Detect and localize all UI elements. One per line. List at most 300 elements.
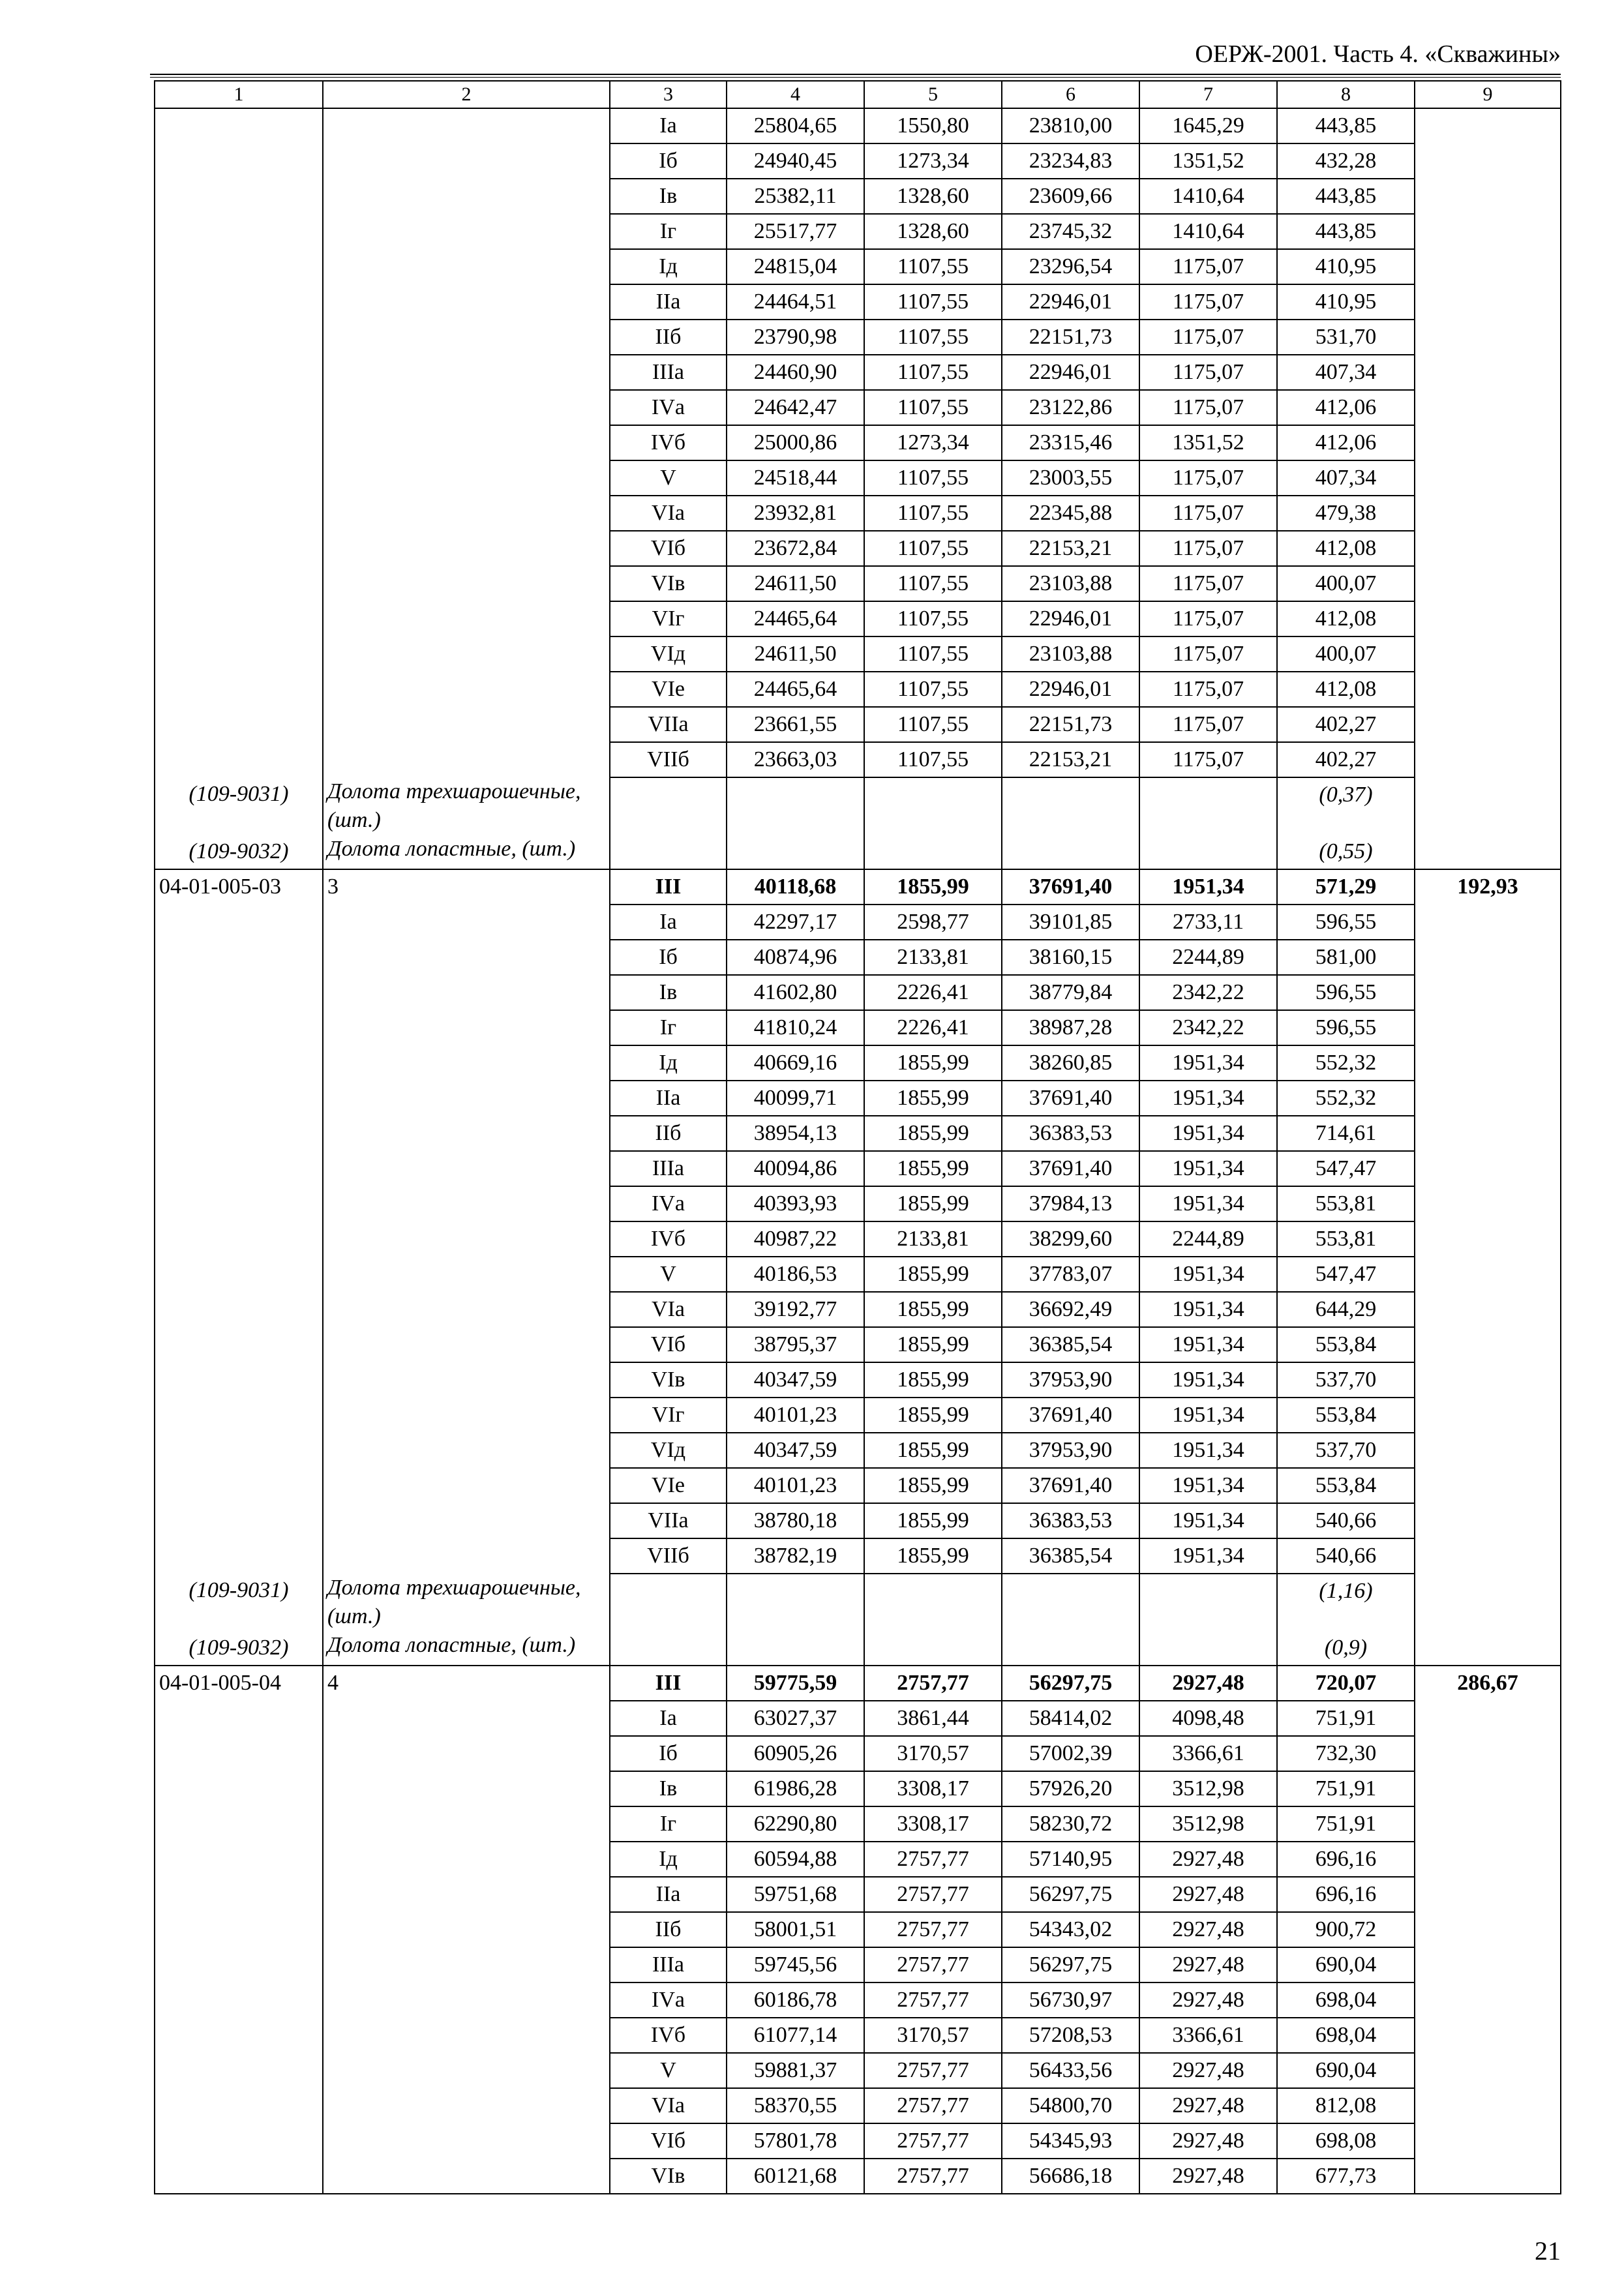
zone-cell: VIIб xyxy=(610,742,727,777)
table-row-main xyxy=(155,869,1561,905)
zone-cell: IVа xyxy=(610,1186,727,1221)
code-cell xyxy=(155,1503,323,1538)
zone-cell: VIа xyxy=(610,2088,727,2123)
zone-cell: VIг xyxy=(610,601,727,636)
value-cell: 2757,77 xyxy=(864,1842,1002,1877)
name-cell xyxy=(323,1116,610,1151)
value-cell: 38987,28 xyxy=(1002,1010,1139,1045)
value-cell: 1107,55 xyxy=(864,566,1002,601)
name-cell xyxy=(323,905,610,940)
table-row xyxy=(155,2123,1561,2159)
name-cell xyxy=(323,2053,610,2088)
value-cell: 40094,86 xyxy=(727,1151,864,1186)
code-cell xyxy=(155,2088,323,2123)
table-row xyxy=(155,1771,1561,1806)
total-cell xyxy=(1415,1186,1561,1221)
value-cell: 443,85 xyxy=(1277,108,1415,143)
empty-cell xyxy=(1415,1574,1561,1631)
value-cell: 38299,60 xyxy=(1002,1221,1139,1257)
code-cell xyxy=(155,905,323,940)
zone-cell: Iб xyxy=(610,1736,727,1771)
value-cell: 2244,89 xyxy=(1139,1221,1277,1257)
name-cell xyxy=(323,1771,610,1806)
code-cell xyxy=(155,214,323,249)
note-name: Долота лопастные, (шт.) xyxy=(323,1631,610,1666)
value-cell: 1273,34 xyxy=(864,425,1002,460)
value-cell: 3512,98 xyxy=(1139,1806,1277,1842)
name-cell xyxy=(323,940,610,975)
total-cell xyxy=(1415,1912,1561,1947)
value-cell: 696,16 xyxy=(1277,1842,1415,1877)
table-row xyxy=(155,1186,1561,1221)
name-cell xyxy=(323,1292,610,1327)
name-cell xyxy=(323,1186,610,1221)
table-row xyxy=(155,1362,1561,1398)
value-cell: 54345,93 xyxy=(1002,2123,1139,2159)
name-cell xyxy=(323,1151,610,1186)
value-cell: 22153,21 xyxy=(1002,531,1139,566)
code-cell xyxy=(155,1398,323,1433)
empty-cell xyxy=(727,777,864,835)
total-cell xyxy=(1415,179,1561,214)
empty-cell xyxy=(610,835,727,869)
value-cell: 1951,34 xyxy=(1139,1045,1277,1081)
total-cell xyxy=(1415,1806,1561,1842)
value-cell: 644,29 xyxy=(1277,1292,1415,1327)
value-cell: 60594,88 xyxy=(727,1842,864,1877)
zone-cell: Iд xyxy=(610,249,727,284)
total-cell xyxy=(1415,940,1561,975)
column-number: 7 xyxy=(1139,81,1277,108)
code-cell xyxy=(155,1433,323,1468)
table-row xyxy=(155,425,1561,460)
value-cell: 23122,86 xyxy=(1002,390,1139,425)
table-row xyxy=(155,1116,1561,1151)
value-cell: 1175,07 xyxy=(1139,249,1277,284)
total-cell xyxy=(1415,390,1561,425)
value-cell: 37691,40 xyxy=(1002,1398,1139,1433)
total-cell: 192,93 xyxy=(1415,869,1561,905)
zone-cell: VIе xyxy=(610,1468,727,1503)
zone-cell: Iв xyxy=(610,1771,727,1806)
table-row xyxy=(155,320,1561,355)
zone-cell: Iд xyxy=(610,1842,727,1877)
note-row xyxy=(155,777,1561,835)
value-cell: 56730,97 xyxy=(1002,1982,1139,2018)
name-cell xyxy=(323,249,610,284)
value-cell: 4098,48 xyxy=(1139,1701,1277,1736)
value-cell: 732,30 xyxy=(1277,1736,1415,1771)
value-cell: 479,38 xyxy=(1277,496,1415,531)
value-cell: 581,00 xyxy=(1277,940,1415,975)
value-cell: 38782,19 xyxy=(727,1538,864,1574)
value-cell: 36692,49 xyxy=(1002,1292,1139,1327)
value-cell: 56297,75 xyxy=(1002,1666,1139,1701)
value-cell: 698,04 xyxy=(1277,2018,1415,2053)
value-cell: 407,34 xyxy=(1277,355,1415,390)
total-cell xyxy=(1415,143,1561,179)
code-cell xyxy=(155,2018,323,2053)
table-row xyxy=(155,1045,1561,1081)
code-cell xyxy=(155,1806,323,1842)
name-cell: 4 xyxy=(323,1666,610,1701)
table-row xyxy=(155,1327,1561,1362)
value-cell: 1410,64 xyxy=(1139,179,1277,214)
total-cell xyxy=(1415,284,1561,320)
value-cell: 23103,88 xyxy=(1002,566,1139,601)
value-cell: 37691,40 xyxy=(1002,1081,1139,1116)
code-cell xyxy=(155,143,323,179)
code-cell xyxy=(155,1327,323,1362)
zone-cell: III xyxy=(610,1666,727,1701)
value-cell: 25000,86 xyxy=(727,425,864,460)
name-cell: 3 xyxy=(323,869,610,905)
value-cell: 37953,90 xyxy=(1002,1433,1139,1468)
value-cell: 596,55 xyxy=(1277,905,1415,940)
table-row xyxy=(155,636,1561,672)
code-cell xyxy=(155,1468,323,1503)
value-cell: 56433,56 xyxy=(1002,2053,1139,2088)
table-row xyxy=(155,940,1561,975)
zone-cell: VIе xyxy=(610,672,727,707)
code-cell xyxy=(155,1912,323,1947)
value-cell: 58230,72 xyxy=(1002,1806,1139,1842)
name-cell xyxy=(323,672,610,707)
value-cell: 3366,61 xyxy=(1139,2018,1277,2053)
value-cell: 42297,17 xyxy=(727,905,864,940)
zone-cell: IVа xyxy=(610,390,727,425)
value-cell: 23672,84 xyxy=(727,531,864,566)
zone-cell: Iг xyxy=(610,1806,727,1842)
total-cell xyxy=(1415,1538,1561,1574)
zone-cell: IIа xyxy=(610,1877,727,1912)
value-cell: 1645,29 xyxy=(1139,108,1277,143)
note-code: (109-9032) xyxy=(155,835,323,869)
zone-cell: Iг xyxy=(610,214,727,249)
total-cell xyxy=(1415,1116,1561,1151)
value-cell: 57208,53 xyxy=(1002,2018,1139,2053)
value-cell: 690,04 xyxy=(1277,1947,1415,1982)
value-cell: 59775,59 xyxy=(727,1666,864,1701)
column-number: 3 xyxy=(610,81,727,108)
value-cell: 1855,99 xyxy=(864,1468,1002,1503)
value-cell: 2133,81 xyxy=(864,940,1002,975)
value-cell: 59745,56 xyxy=(727,1947,864,1982)
value-cell: 39101,85 xyxy=(1002,905,1139,940)
total-cell xyxy=(1415,975,1561,1010)
name-cell xyxy=(323,1842,610,1877)
name-cell xyxy=(323,1221,610,1257)
value-cell: 37984,13 xyxy=(1002,1186,1139,1221)
column-numbers-row xyxy=(155,81,1561,108)
code-cell xyxy=(155,1151,323,1186)
value-cell: 38780,18 xyxy=(727,1503,864,1538)
name-cell xyxy=(323,179,610,214)
value-cell: 1855,99 xyxy=(864,1398,1002,1433)
total-cell xyxy=(1415,1362,1561,1398)
note-value: (0,9) xyxy=(1277,1631,1415,1666)
table-row xyxy=(155,1433,1561,1468)
name-cell xyxy=(323,742,610,777)
value-cell: 412,08 xyxy=(1277,672,1415,707)
value-cell: 22946,01 xyxy=(1002,601,1139,636)
value-cell: 2342,22 xyxy=(1139,975,1277,1010)
value-cell: 552,32 xyxy=(1277,1081,1415,1116)
value-cell: 24465,64 xyxy=(727,672,864,707)
value-cell: 24464,51 xyxy=(727,284,864,320)
table-row xyxy=(155,214,1561,249)
value-cell: 410,95 xyxy=(1277,249,1415,284)
value-cell: 1855,99 xyxy=(864,1116,1002,1151)
value-cell: 57140,95 xyxy=(1002,1842,1139,1877)
page-number: 21 xyxy=(1535,2236,1561,2266)
empty-cell xyxy=(864,835,1002,869)
code-cell xyxy=(155,707,323,742)
table-row xyxy=(155,1292,1561,1327)
code-cell xyxy=(155,284,323,320)
page-header-title: ОЕРЖ-2001. Часть 4. «Скважины» xyxy=(1195,40,1561,68)
zone-cell: IIб xyxy=(610,1912,727,1947)
value-cell: 596,55 xyxy=(1277,1010,1415,1045)
value-cell: 22151,73 xyxy=(1002,707,1139,742)
code-cell xyxy=(155,390,323,425)
name-cell xyxy=(323,636,610,672)
column-number: 1 xyxy=(155,81,323,108)
total-cell xyxy=(1415,2159,1561,2194)
value-cell: 1107,55 xyxy=(864,320,1002,355)
total-cell xyxy=(1415,1045,1561,1081)
value-cell: 24611,50 xyxy=(727,636,864,672)
value-cell: 2927,48 xyxy=(1139,1877,1277,1912)
value-cell: 62290,80 xyxy=(727,1806,864,1842)
value-cell: 2927,48 xyxy=(1139,1947,1277,1982)
name-cell xyxy=(323,566,610,601)
code-cell xyxy=(155,425,323,460)
name-cell xyxy=(323,1736,610,1771)
value-cell: 553,84 xyxy=(1277,1468,1415,1503)
value-cell: 57002,39 xyxy=(1002,1736,1139,1771)
value-cell: 40393,93 xyxy=(727,1186,864,1221)
value-cell: 39192,77 xyxy=(727,1292,864,1327)
value-cell: 1328,60 xyxy=(864,214,1002,249)
value-cell: 37953,90 xyxy=(1002,1362,1139,1398)
value-cell: 40987,22 xyxy=(727,1221,864,1257)
value-cell: 3512,98 xyxy=(1139,1771,1277,1806)
name-cell xyxy=(323,1912,610,1947)
value-cell: 1855,99 xyxy=(864,869,1002,905)
total-cell xyxy=(1415,2053,1561,2088)
empty-cell xyxy=(727,1631,864,1666)
column-number: 6 xyxy=(1002,81,1139,108)
total-cell xyxy=(1415,1292,1561,1327)
zone-cell: IIа xyxy=(610,284,727,320)
value-cell: 1951,34 xyxy=(1139,1292,1277,1327)
value-cell: 1855,99 xyxy=(864,1081,1002,1116)
value-cell: 1410,64 xyxy=(1139,214,1277,249)
value-cell: 1951,34 xyxy=(1139,1151,1277,1186)
code-cell xyxy=(155,460,323,496)
value-cell: 23790,98 xyxy=(727,320,864,355)
value-cell: 24642,47 xyxy=(727,390,864,425)
value-cell: 37691,40 xyxy=(1002,1468,1139,1503)
value-cell: 40347,59 xyxy=(727,1362,864,1398)
value-cell: 2927,48 xyxy=(1139,2088,1277,2123)
name-cell xyxy=(323,425,610,460)
value-cell: 56297,75 xyxy=(1002,1877,1139,1912)
name-cell xyxy=(323,1982,610,2018)
value-cell: 2927,48 xyxy=(1139,2123,1277,2159)
zone-cell: VIд xyxy=(610,1433,727,1468)
zone-cell: VIа xyxy=(610,1292,727,1327)
code-cell xyxy=(155,1292,323,1327)
value-cell: 24518,44 xyxy=(727,460,864,496)
value-cell: 1855,99 xyxy=(864,1292,1002,1327)
value-cell: 698,04 xyxy=(1277,1982,1415,2018)
name-cell xyxy=(323,707,610,742)
zone-cell: Iб xyxy=(610,940,727,975)
table-row xyxy=(155,460,1561,496)
total-cell xyxy=(1415,742,1561,777)
value-cell: 1175,07 xyxy=(1139,390,1277,425)
code-cell xyxy=(155,601,323,636)
empty-cell xyxy=(1415,777,1561,835)
value-cell: 1107,55 xyxy=(864,672,1002,707)
value-cell: 1855,99 xyxy=(864,1151,1002,1186)
value-cell: 407,34 xyxy=(1277,460,1415,496)
value-cell: 1855,99 xyxy=(864,1045,1002,1081)
table-row xyxy=(155,496,1561,531)
total-cell xyxy=(1415,1947,1561,1982)
zone-cell: VIб xyxy=(610,531,727,566)
value-cell: 59881,37 xyxy=(727,2053,864,2088)
empty-cell xyxy=(1139,1574,1277,1631)
value-cell: 537,70 xyxy=(1277,1433,1415,1468)
note-code: (109-9031) xyxy=(155,777,323,835)
value-cell: 25804,65 xyxy=(727,108,864,143)
value-cell: 1351,52 xyxy=(1139,143,1277,179)
table-row xyxy=(155,1912,1561,1947)
table-row xyxy=(155,672,1561,707)
total-cell xyxy=(1415,1842,1561,1877)
value-cell: 2598,77 xyxy=(864,905,1002,940)
value-cell: 41810,24 xyxy=(727,1010,864,1045)
value-cell: 25517,77 xyxy=(727,214,864,249)
value-cell: 1328,60 xyxy=(864,179,1002,214)
value-cell: 23745,32 xyxy=(1002,214,1139,249)
value-cell: 36383,53 xyxy=(1002,1116,1139,1151)
value-cell: 2757,77 xyxy=(864,1877,1002,1912)
header-rule xyxy=(150,74,1561,78)
code-cell xyxy=(155,2053,323,2088)
value-cell: 23661,55 xyxy=(727,707,864,742)
empty-cell xyxy=(610,1574,727,1631)
total-cell xyxy=(1415,1327,1561,1362)
zone-cell: IIб xyxy=(610,320,727,355)
value-cell: 1550,80 xyxy=(864,108,1002,143)
value-cell: 3861,44 xyxy=(864,1701,1002,1736)
value-cell: 1951,34 xyxy=(1139,1468,1277,1503)
value-cell: 1175,07 xyxy=(1139,601,1277,636)
total-cell xyxy=(1415,1771,1561,1806)
table-row xyxy=(155,2018,1561,2053)
value-cell: 720,07 xyxy=(1277,1666,1415,1701)
note-code: (109-9031) xyxy=(155,1574,323,1631)
table-row xyxy=(155,1806,1561,1842)
value-cell: 1273,34 xyxy=(864,143,1002,179)
zone-cell: V xyxy=(610,1257,727,1292)
value-cell: 22946,01 xyxy=(1002,284,1139,320)
code-cell xyxy=(155,940,323,975)
total-cell xyxy=(1415,707,1561,742)
value-cell: 40101,23 xyxy=(727,1398,864,1433)
total-cell xyxy=(1415,1736,1561,1771)
table-row xyxy=(155,1982,1561,2018)
table-row xyxy=(155,2088,1561,2123)
value-cell: 23932,81 xyxy=(727,496,864,531)
value-cell: 1951,34 xyxy=(1139,1186,1277,1221)
value-cell: 1855,99 xyxy=(864,1186,1002,1221)
value-cell: 571,29 xyxy=(1277,869,1415,905)
name-cell xyxy=(323,1362,610,1398)
value-cell: 1951,34 xyxy=(1139,869,1277,905)
total-cell xyxy=(1415,1701,1561,1736)
table-row xyxy=(155,1221,1561,1257)
value-cell: 3308,17 xyxy=(864,1771,1002,1806)
total-cell xyxy=(1415,320,1561,355)
value-cell: 1351,52 xyxy=(1139,425,1277,460)
empty-cell xyxy=(864,777,1002,835)
value-cell: 1107,55 xyxy=(864,531,1002,566)
value-cell: 443,85 xyxy=(1277,214,1415,249)
value-cell: 402,27 xyxy=(1277,742,1415,777)
value-cell: 40669,16 xyxy=(727,1045,864,1081)
zone-cell: Iа xyxy=(610,905,727,940)
value-cell: 23103,88 xyxy=(1002,636,1139,672)
value-cell: 57926,20 xyxy=(1002,1771,1139,1806)
value-cell: 552,32 xyxy=(1277,1045,1415,1081)
total-cell xyxy=(1415,1081,1561,1116)
code-cell xyxy=(155,1362,323,1398)
value-cell: 36385,54 xyxy=(1002,1327,1139,1362)
value-cell: 540,66 xyxy=(1277,1503,1415,1538)
zone-cell: IVб xyxy=(610,2018,727,2053)
value-cell: 1951,34 xyxy=(1139,1116,1277,1151)
name-cell xyxy=(323,284,610,320)
name-cell xyxy=(323,1468,610,1503)
code-cell: 04-01-005-04 xyxy=(155,1666,323,1701)
value-cell: 3170,57 xyxy=(864,2018,1002,2053)
total-cell xyxy=(1415,1257,1561,1292)
empty-cell xyxy=(1139,1631,1277,1666)
value-cell: 24815,04 xyxy=(727,249,864,284)
total-cell xyxy=(1415,249,1561,284)
code-cell xyxy=(155,1081,323,1116)
total-cell xyxy=(1415,1982,1561,2018)
value-cell: 58370,55 xyxy=(727,2088,864,2123)
value-cell: 1175,07 xyxy=(1139,320,1277,355)
total-cell xyxy=(1415,1010,1561,1045)
total-cell xyxy=(1415,672,1561,707)
value-cell: 1951,34 xyxy=(1139,1257,1277,1292)
value-cell: 2244,89 xyxy=(1139,940,1277,975)
value-cell: 59751,68 xyxy=(727,1877,864,1912)
total-cell xyxy=(1415,108,1561,143)
value-cell: 410,95 xyxy=(1277,284,1415,320)
value-cell: 23663,03 xyxy=(727,742,864,777)
value-cell: 1951,34 xyxy=(1139,1433,1277,1468)
name-cell xyxy=(323,1010,610,1045)
value-cell: 36385,54 xyxy=(1002,1538,1139,1574)
